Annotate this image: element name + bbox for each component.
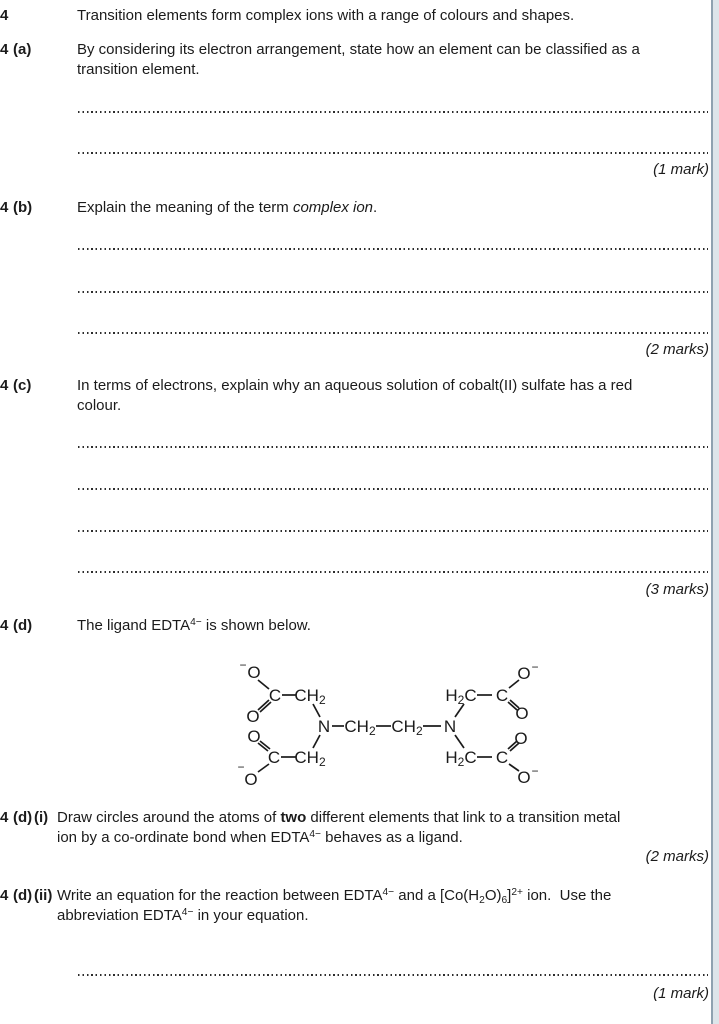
q4a-part-label: (a): [13, 41, 32, 58]
q4dii-number: 4: [0, 887, 9, 904]
answer-line: [78, 530, 708, 532]
question-number: 4: [0, 7, 9, 24]
question-intro-text: Transition elements form complex ions with a range of colours and shapes.: [77, 7, 575, 24]
answer-line: [78, 974, 708, 976]
q4a-text-line1: By considering its electron arrangement, state how an element can be classified as a: [77, 41, 640, 58]
q4c-number: 4: [0, 377, 9, 394]
q4c-part-label: (c): [13, 377, 32, 394]
q4dii-text-line2: abbreviation $EDTA^{4-}$ in your equation.: [57, 907, 309, 924]
q4dii-marks: (1 mark): [653, 985, 709, 1002]
q4di-subpart-label: (i): [34, 809, 49, 826]
answer-line: [78, 248, 708, 250]
q4d-number: 4: [0, 617, 9, 634]
atom-n-right: N: [443, 717, 457, 736]
atom-h2c-top-right: H2C: [445, 686, 477, 707]
q4c-text-line1: In terms of electrons, explain why an aqueous solution of cobalt(II) sulfate has a red: [77, 377, 633, 394]
q4dii-part-label: (d): [13, 887, 33, 904]
edta-structure-diagram: [230, 655, 570, 797]
atom-c-top-right: C: [495, 686, 509, 705]
atom-o-double-bottom-right: O: [514, 729, 528, 748]
answer-line: [78, 152, 708, 154]
atom-o-bottom-left: O: [244, 770, 258, 789]
q4di-text-line1: Draw circles around the atoms of two different elements that link to a transition metal: [57, 809, 621, 826]
atom-o-double-bottom-left: O: [247, 727, 261, 746]
q4a-marks: (1 mark): [653, 161, 709, 178]
q4b-part-label: (b): [13, 199, 33, 216]
atom-o-top-left: O: [247, 663, 261, 682]
q4dii-text-line1: Write an equation for the reaction between $EDTA^{4-}$ and a $[Co(H_2O)_6]^{2+}$ ion. Use the: [57, 887, 612, 906]
atom-ch2-chain-1: CH2: [344, 717, 376, 738]
scan-page-edge: [711, 0, 719, 1024]
atom-labels: [237, 658, 538, 789]
atom-o-bottom-right: O: [517, 768, 531, 787]
q4b-number: 4: [0, 199, 9, 216]
q4di-text-line2: ion by a co-ordinate bond when $EDTA^{4-}$ behaves as a ligand.: [57, 829, 463, 846]
charge-minus-top-right: −: [531, 660, 539, 674]
atom-o-double-top-right: O: [515, 704, 529, 723]
q4a-text-line2: transition element.: [77, 61, 200, 78]
charge-minus-top-left: −: [239, 658, 247, 672]
answer-line: [78, 488, 708, 490]
atom-o-double-top-left: O: [246, 707, 260, 726]
q4c-text-line2: colour.: [77, 397, 122, 414]
atom-c-bottom-left: C: [267, 748, 281, 767]
answer-line: [78, 291, 708, 293]
q4di-part-label: (d): [13, 809, 33, 826]
q4di-number: 4: [0, 809, 9, 826]
atom-h2c-bottom-right: H2C: [445, 748, 477, 769]
answer-line: [78, 111, 708, 113]
q4c-marks: (3 marks): [645, 581, 709, 598]
atom-n-left: N: [317, 717, 331, 736]
atom-c-top-left: C: [268, 686, 282, 705]
atom-c-bottom-right: C: [495, 748, 509, 767]
answer-line: [78, 446, 708, 448]
q4d-part-label: (d): [13, 617, 33, 634]
q4dii-subpart-label: (ii): [34, 887, 53, 904]
atom-ch2-bottom-left: CH2: [294, 748, 326, 769]
q4d-text-line1: The ligand $EDTA^{4-}$ is shown below.: [77, 617, 311, 634]
answer-line: [78, 332, 708, 334]
q4di-marks: (2 marks): [645, 848, 709, 865]
q4b-marks: (2 marks): [645, 341, 709, 358]
atom-o-top-right: O: [517, 664, 531, 683]
charge-minus-bottom-right: −: [531, 764, 539, 778]
q4b-text-line1: Explain the meaning of the term complex ion.: [77, 199, 378, 216]
atom-ch2-top-left: CH2: [294, 686, 326, 707]
atom-ch2-chain-2: CH2: [391, 717, 423, 738]
answer-line: [78, 571, 708, 573]
charge-minus-bottom-left: −: [237, 760, 245, 774]
q4a-number: 4: [0, 41, 9, 58]
